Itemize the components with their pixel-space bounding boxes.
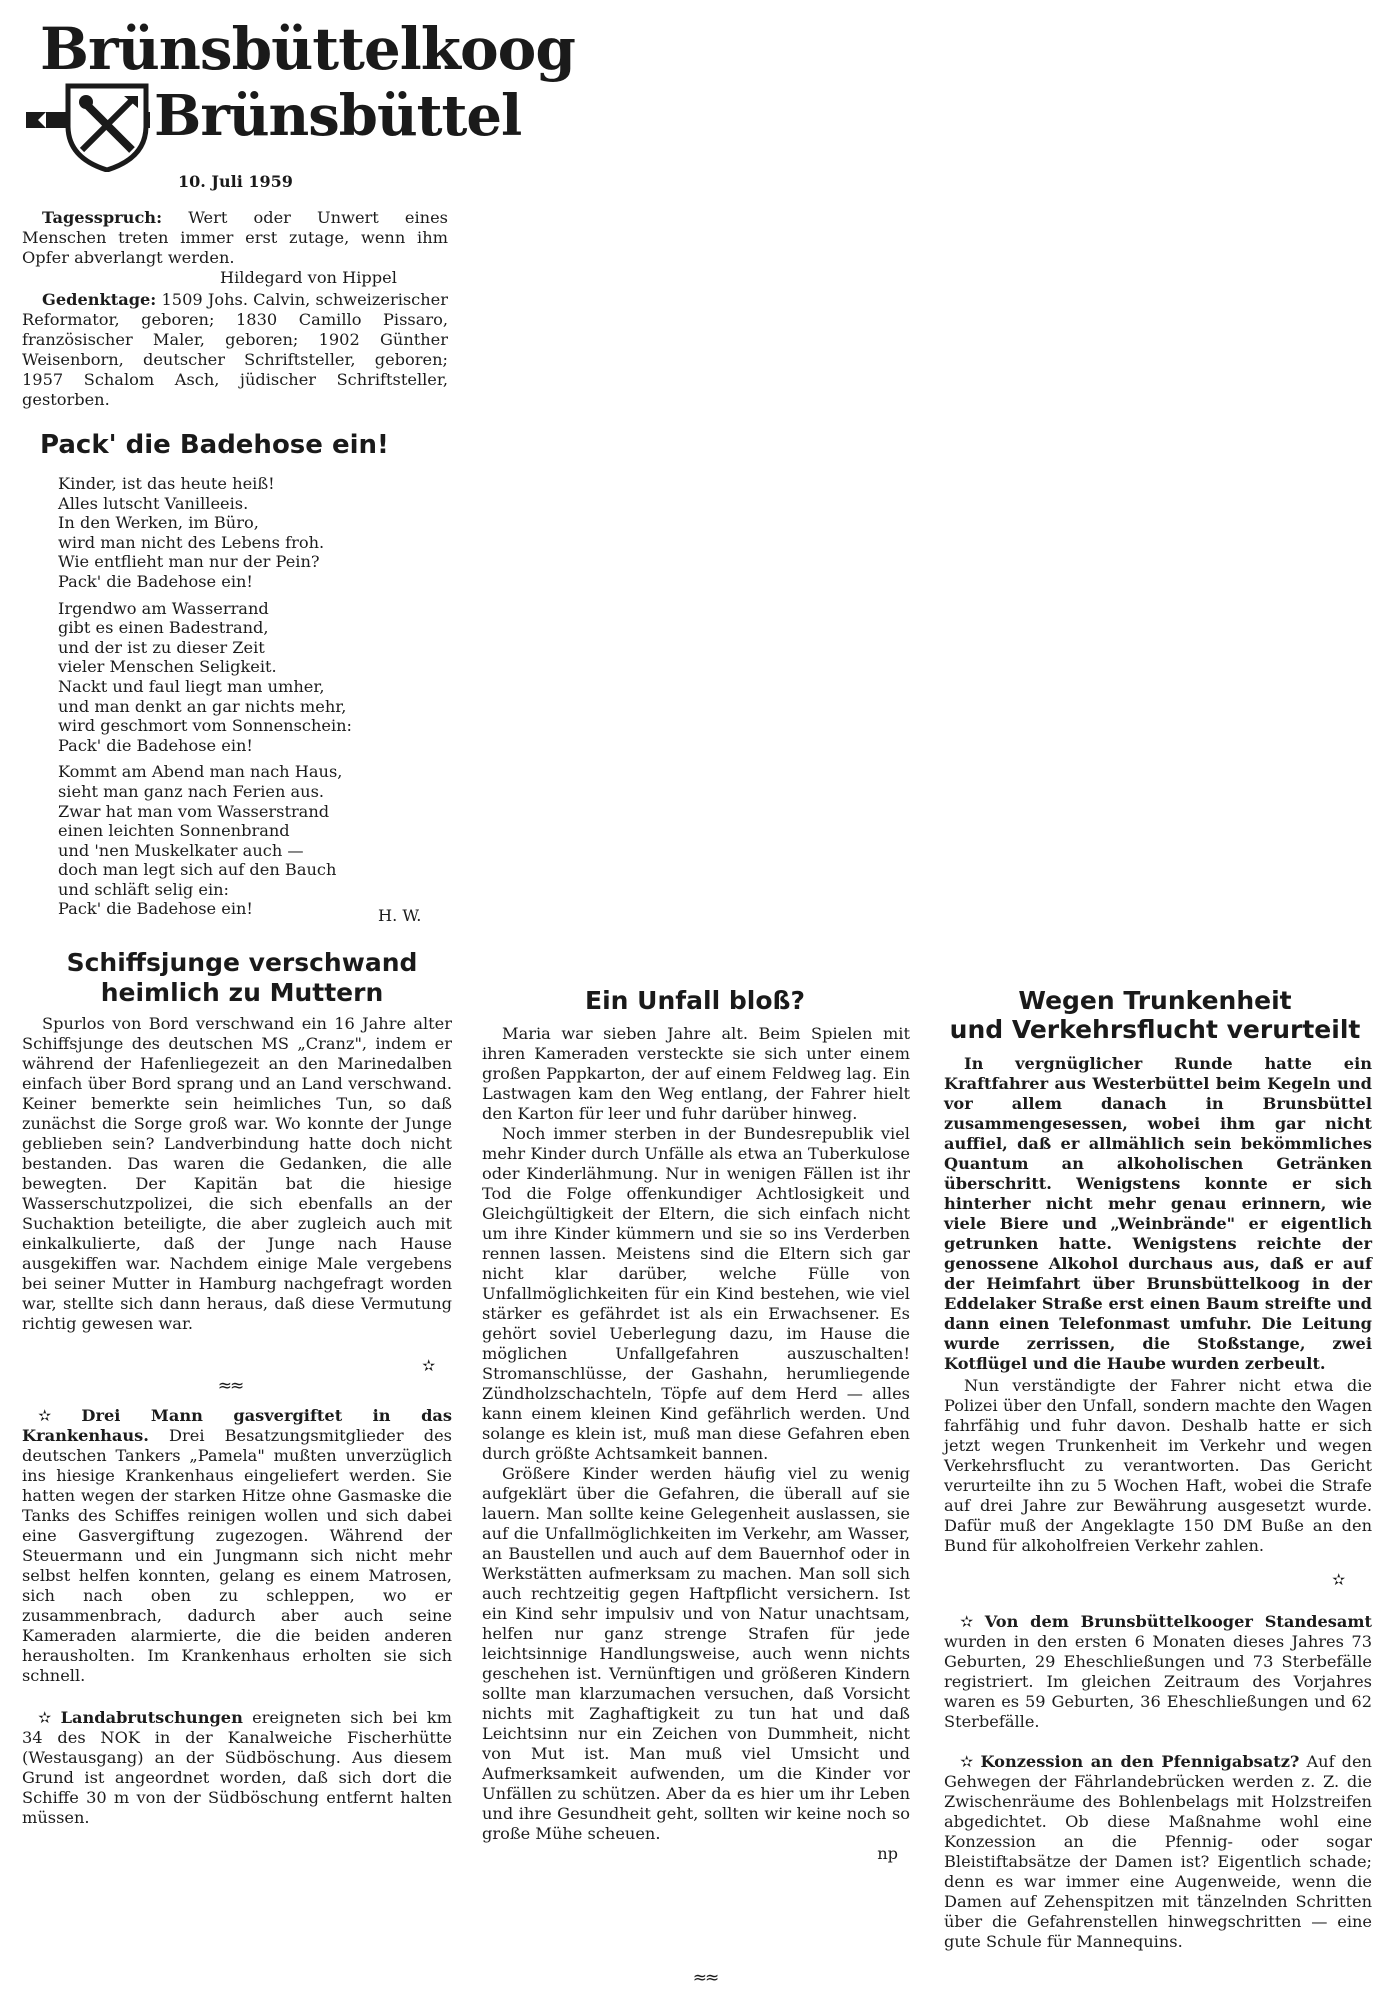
- star-icon: ✫: [1332, 1570, 1346, 1589]
- poem-line: und 'nen Muskelkater auch —: [58, 840, 304, 860]
- poem-stanza-2: [58, 599, 448, 756]
- star-icon: ✫: [960, 1612, 974, 1631]
- poem-line: Wie entflieht man nur der Pein?: [58, 552, 320, 572]
- poem-line: Zwar hat man vom Wasserstrand: [58, 801, 330, 821]
- poem-line: gibt es einen Badestrand,: [58, 618, 269, 638]
- gedenktage: [22, 290, 448, 410]
- standesamt-lead: Von dem Brunsbüttelkooger Standesamt: [984, 1612, 1372, 1631]
- schiffsjunge-title-line: heimlich zu Muttern: [100, 978, 384, 1007]
- poem-line: Alles lutscht Vanilleeis.: [58, 493, 249, 513]
- gedenktage-text: 1509 Johs. Calvin, schweizerischer Reformator, geboren; 1830 Camillo Pissaro, französischer Maler, geboren; 1902 Günther Weisenborn, deutscher Schriftsteller, geboren; 1957 Schalom Asch, jüdischer Schriftsteller, gestorben.: [22, 290, 448, 409]
- trunkenheit-title: [930, 986, 1380, 1044]
- trunkenheit-lead: In vergnüglicher Runde hatte ein Kraftfahrer aus Westerbüttel beim Kegeln und vor allem danach in Brunsbüttel zusammengesessen, wobei ihm gar nicht auffiel, daß er allmählich sein bekömmliches Quantum an alkoholischen Getränken überschritt. Wenigstens konnte er sich hinterher nicht mehr genau erinnern, wie viele Biere und „Weinbrände" er eigentlich getrunken hatte. Wenigstens reichte der genossene Alkohol durchaus aus, daß er auf der Heimfahrt über Brunsbüttelkoog in der Eddelaker Straße erst einen Baum streifte und dann einen Telefonmast umfuhr. Die Leitung wurde zerrissen, die Stoßstange, zwei Kotflügel und die Haube wurden zerbeult.: [944, 1054, 1372, 1373]
- poem-line: Irgendwo am Wasserrand: [58, 598, 269, 618]
- squiggle-divider-icon: ≈≈: [692, 1968, 718, 1988]
- trunkenheit-title-line: und Verkehrsflucht verurteilt: [949, 1015, 1361, 1044]
- poem-line: In den Werken, im Büro,: [58, 513, 259, 533]
- standesamt: [944, 1612, 1372, 1732]
- konzession-body: Auf den Gehwegen der Fährlandebrücken werden z. Z. die Zwischenräume des Bohlenbelags mit Holzstreifen abgedichtet. Ob diese Maßnahme wohl eine Konzession an die Pfennig- oder sogar Bleistiftabsätze der Damen ist? Eigentlich schade; denn es war immer eine Augenweide, wenn die Damen auf Zehenspitzen mit tänzelnden Schritten über die Gefahrenstellen hinwegschritten — eine gute Schule für Mannequins.: [944, 1752, 1372, 1951]
- landabrutschungen: [22, 1708, 452, 1828]
- tagesspruch: [22, 208, 448, 268]
- tagesspruch-label: Tagesspruch:: [42, 208, 163, 227]
- poem-line: und schläft selig ein:: [58, 879, 230, 899]
- tagesspruch-author: Hildegard von Hippel: [220, 268, 397, 287]
- unfall-paragraph: Maria war sieben Jahre alt. Beim Spielen mit ihren Kameraden versteckte sie sich unter einem großen Pappkarton, der auf einem Feldweg lag. Ein Lastwagen kam den Weg entlang, der Fahrer hielt den Karton für leer und fuhr darüber hinweg.: [482, 1024, 910, 1123]
- star-icon: ✫: [960, 1752, 974, 1771]
- standesamt-body: wurden in den ersten 6 Monaten dieses Jahres 73 Geburten, 29 Eheschließungen und 73 Sterbefälle registriert. Im gleichen Zeitraum des Vorjahres waren es 59 Geburten, 36 Eheschließungen und 62 Sterbefälle.: [944, 1632, 1372, 1731]
- poem-line: Nackt und faul liegt man umher,: [58, 676, 325, 696]
- poem-stanza-3: [58, 762, 448, 919]
- schiffsjunge-title-line: Schiffsjunge verschwand: [66, 948, 418, 977]
- poem-signature: H. W.: [378, 906, 422, 925]
- gasvergiftet: [22, 1406, 452, 1686]
- masthead-title: Brünsbüttelkoog: [40, 15, 575, 83]
- squiggle-divider-icon: ≈≈: [217, 1376, 243, 1396]
- trunkenheit-body: Nun verständigte der Fahrer nicht etwa die Polizei über den Unfall, sondern machte den Wagen fahrfähig und fuhr davon. Deshalb hatte er sich jetzt wegen Trunkenheit im Verkehr und wegen Verkehrsflucht zu verantworten. Das Gericht verurteilte ihn zu 5 Wochen Haft, wobei die Strafe auf drei Jahre zur Bewährung ausgesetzt wurde. Dafür muß der Angeklagte 150 DM Buße an den Bund für alkoholfreien Verkehr zahlen.: [944, 1376, 1372, 1555]
- unfall-title: Ein Unfall bloß?: [585, 986, 805, 1015]
- coat-of-arms-icon: [64, 82, 150, 172]
- poem-line: vieler Menschen Seligkeit.: [58, 657, 277, 677]
- konzession: [944, 1752, 1372, 1952]
- schiffsjunge-body: Spurlos von Bord verschwand ein 16 Jahre alter Schiffsjunge des deutschen MS „Cranz", indem er während der Hafenliegezeit an den Marinedalben einfach über Bord sprang und an Land verschwand. Keiner bemerkte sein heimliches Tun, so daß zunächst die Sorge groß war. Wo konnte der Junge geblieben sein? Landverbindung hatte doch nicht bestanden. Das waren die Gedanken, die alle bewegten. Der Kapitän bat die hiesige Wasserschutzpolizei, die sich ebenfalls an der Suchaktion beteiligte, die aber zugleich auch mit einkalkulierte, daß der Junge nach Hause ausgekiffen war. Nachdem einige Male vergebens bei seiner Mutter in Hamburg nachgefragt worden war, stellte sich dann heraus, daß diese Vermutung richtig gewesen war.: [22, 1014, 452, 1333]
- unfall-paragraph: Noch immer sterben in der Bundesrepublik viel mehr Kinder durch Unfälle als etwa an Tuberkulose oder Kinderlähmung. Nur in wenigen Fällen ist ihr Tod die Folge offenkundiger Achtlosigkeit und Gleichgültigkeit der Eltern, die sich einfach nicht um ihre Kinder kümmern und sie so ins Verderben rennen lassen. Meistens sind die Eltern sich gar nicht klar darüber, welche Fülle von Unfallmöglichkeiten für ein Kind bestehen, wie viel stärker es gefährdet ist als ein Erwachsener. Es gehört soviel Ueberlegung dazu, im Hause die möglichen Unfallgefahren auszuschalten! Stromanschlüsse, der Gashahn, herumliegende Zündholzschachteln, Töpfe auf dem Herd — alles kann einem kleinen Kind gefährlich werden. Und solange es klein ist, muß man diese Gefahren eben durch größte Achtsamkeit bannen.: [482, 1124, 910, 1463]
- poem: [58, 474, 448, 926]
- poem-line: sieht man ganz nach Ferien aus.: [58, 781, 325, 801]
- unfall-body: [482, 1024, 910, 1864]
- poem-line: Kinder, ist das heute heiß!: [58, 474, 275, 493]
- poem-line: und der ist zu dieser Zeit: [58, 637, 265, 657]
- unfall-paragraph: Größere Kinder werden häufig viel zu wenig aufgeklärt über die Gefahren, die überall auf sie lauern. Man sollte keine Gelegenheit auslassen, sie auf die Unfallmöglichkeiten im Verkehr, am Wasser, an Baustellen und auch auf dem Bauernhof oder in Werkstätten aufmerksam zu machen. Man soll sich auch rechtzeitig gegen Haftpflicht versichern. Ist ein Kind sehr impulsiv und von Natur unachtsam, helfen nur ganz strenge Strafen für jede leichtsinnige Handlungsweise, auch wenn nichts geschehen ist. Vernünftigen und größeren Kindern sollte man klarzumachen versuchen, daß Vorsicht nichts mit Zaghaftigkeit zu tun hat und daß Leichtsinn nur ein Zeichen von Dummheit, nicht von Mut ist. Man muß viel Umsicht und Aufmerksamkeit aufwenden, um die Kinder vor Unfällen zu schützen. Aber da es hier um ihr Leben und ihre Gesundheit geht, sollten wir keine noch so große Mühe scheuen.: [482, 1464, 910, 1843]
- gedenktage-label: Gedenktage:: [42, 290, 157, 309]
- schiffsjunge-title: [22, 948, 462, 1008]
- poem-line: Pack' die Badehose ein!: [58, 735, 253, 755]
- poem-line: Pack' die Badehose ein!: [58, 899, 253, 919]
- issue-date: 10. Juli 1959: [178, 172, 293, 191]
- tagesspruch-text: Wert oder Unwert eines Menschen treten immer erst zutage, wenn ihm Opfer abverlangt werden.: [22, 208, 448, 267]
- poem-line: und man denkt an gar nichts mehr,: [58, 696, 347, 716]
- unfall-signature: np: [877, 1844, 898, 1863]
- gasvergiftet-lead: Drei Mann gasvergiftet in das Krankenhaus.: [22, 1406, 452, 1445]
- konzession-lead: Konzession an den Pfennigabsatz?: [980, 1752, 1300, 1771]
- poem-line: wird man nicht des Lebens froh.: [58, 532, 325, 552]
- poem-line: Kommt am Abend man nach Haus,: [58, 762, 343, 782]
- poem-stanza-1: [58, 474, 448, 592]
- star-icon: ✫: [38, 1708, 52, 1727]
- poem-line: wird geschmort vom Sonnenschein:: [58, 716, 353, 736]
- landabrutschungen-body: ereigneten sich bei km 34 des NOK in der Kanalweiche Fischerhütte (Westausgang) an der Südböschung. Aus diesem Grund ist angeordnet worden, daß sich dort die Schiffe 30 m von der Südböschung entfernt halten müssen.: [22, 1708, 452, 1827]
- star-icon: ✫: [422, 1356, 436, 1375]
- gasvergiftet-body: Drei Besatzungsmitglieder des deutschen Tankers „Pamela" mußten unverzüglich ins hiesige Krankenhaus eingeliefert werden. Sie hatten wegen der starken Hitze ohne Gasmaske die Tanks des Schiffes reinigen wollen und sich dabei eine Gasvergiftung zugezogen. Während der Steuermann und ein Jungmann sich nicht mehr selbst helfen konnten, gelang es einem Matrosen, sich nach oben zu schleppen, wo er zusammenbrach, dadurch aber auch seine Kameraden alarmierte, die die beiden anderen herausholten. Im Krankenhaus erholten sie sich schnell.: [22, 1426, 452, 1685]
- landabrutschungen-lead: Landabrutschungen: [60, 1708, 243, 1727]
- trunkenheit-title-line: Wegen Trunkenheit: [1018, 986, 1292, 1015]
- poem-line: Pack' die Badehose ein!: [58, 571, 253, 591]
- poem-title: Pack' die Badehose ein!: [40, 430, 389, 460]
- masthead-subtitle: Brünsbüttel: [150, 86, 525, 146]
- poem-line: doch man legt sich auf den Bauch: [58, 860, 337, 880]
- poem-line: einen leichten Sonnenbrand: [58, 821, 290, 841]
- star-icon: ✫: [38, 1406, 52, 1425]
